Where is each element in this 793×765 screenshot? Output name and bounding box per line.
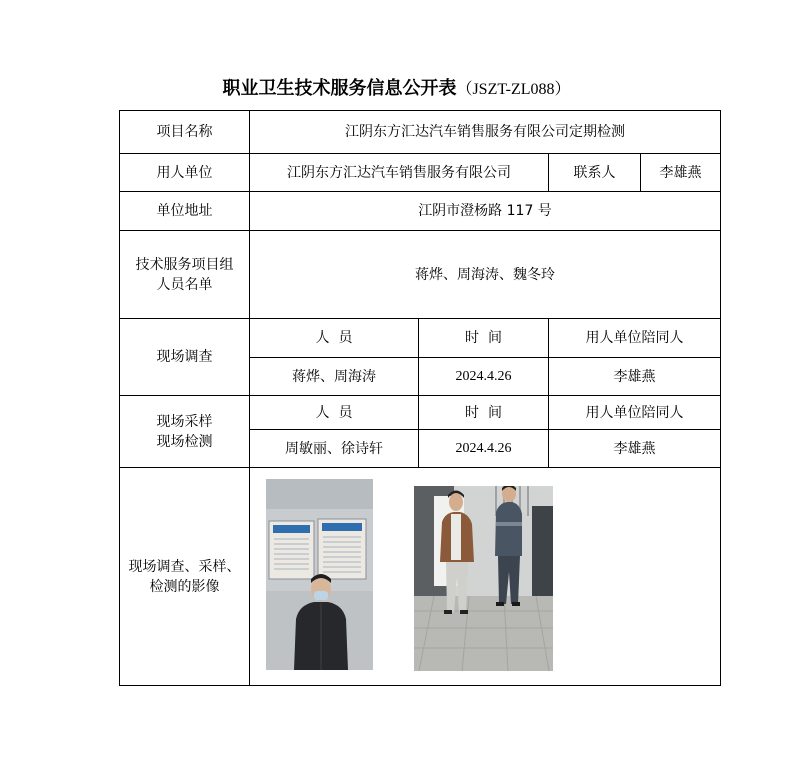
employer-label: 用人单位 (120, 154, 250, 192)
address-value: 江阴市澄杨路 117 号 (250, 192, 721, 231)
sampling-col-personnel: 人 员 (250, 396, 419, 430)
row-team (120, 231, 721, 319)
team-label-line2: 人员名单 (156, 276, 213, 293)
title-text: 职业卫生技术服务信息公开表 (222, 78, 457, 99)
sampling-personnel: 周敏丽、徐诗轩 (250, 430, 419, 468)
photo2-person2-stripe (496, 522, 522, 526)
photo2-person1-head (449, 493, 463, 511)
form-code: （JSZT-ZL088） (456, 81, 571, 98)
contact-value: 李雄燕 (641, 154, 721, 192)
images-label (120, 468, 250, 686)
project-name-value: 江阴东方汇达汽车销售服务有限公司定期检测 (250, 111, 721, 154)
sampling-companion: 李雄燕 (549, 430, 721, 468)
row-project-name (120, 111, 721, 154)
photo2-floor (414, 596, 553, 671)
page-title (0, 74, 793, 100)
team-label (120, 231, 250, 319)
sampling-label-line1: 现场采样 (156, 413, 213, 430)
site-photo-sampling (414, 486, 553, 671)
team-label-line1: 技术服务项目组 (135, 256, 234, 273)
row-survey-header (120, 319, 721, 358)
sampling-col-time: 时 间 (419, 396, 549, 430)
photo1-ceiling (266, 479, 373, 509)
survey-label: 现场调查 (120, 319, 250, 396)
photo2-person2-shoe-right (512, 602, 520, 606)
survey-col-companion: 用人单位陪同人 (549, 319, 721, 358)
photo1-person-mask (314, 591, 328, 600)
photo1-board-right-header (322, 523, 362, 531)
photo2-person2-shoe-left (496, 602, 504, 606)
images-label-line1: 现场调查、采样、 (128, 558, 241, 575)
photo2-person1-shirt (451, 514, 461, 560)
team-value: 蒋烨、周海涛、魏冬玲 (250, 231, 721, 319)
images-label-line2: 检测的影像 (149, 578, 220, 595)
project-name-label: 项目名称 (120, 111, 250, 154)
survey-personnel: 蒋烨、周海涛 (250, 358, 419, 396)
contact-label: 联系人 (549, 154, 641, 192)
survey-col-personnel: 人 员 (250, 319, 419, 358)
survey-companion: 李雄燕 (549, 358, 721, 396)
row-address (120, 192, 721, 231)
photo2-person1-shoe-right (460, 610, 468, 614)
photo2-person1-shoe-left (444, 610, 452, 614)
sampling-col-companion: 用人单位陪同人 (549, 396, 721, 430)
row-sampling-header (120, 396, 721, 430)
sampling-time: 2024.4.26 (419, 430, 549, 468)
sampling-label-line2: 现场检测 (156, 433, 213, 450)
site-photo-survey (266, 479, 373, 670)
sampling-label (120, 396, 250, 468)
survey-time: 2024.4.26 (419, 358, 549, 396)
photo2-person2-workwear (495, 502, 522, 556)
address-label: 单位地址 (120, 192, 250, 231)
row-employer (120, 154, 721, 192)
employer-value: 江阴东方汇达汽车销售服务有限公司 (250, 154, 549, 192)
survey-col-time: 时 间 (419, 319, 549, 358)
photo1-board-left-text (274, 539, 309, 569)
photo1-board-left-header (273, 525, 310, 533)
photo2-right-machine (532, 506, 553, 601)
